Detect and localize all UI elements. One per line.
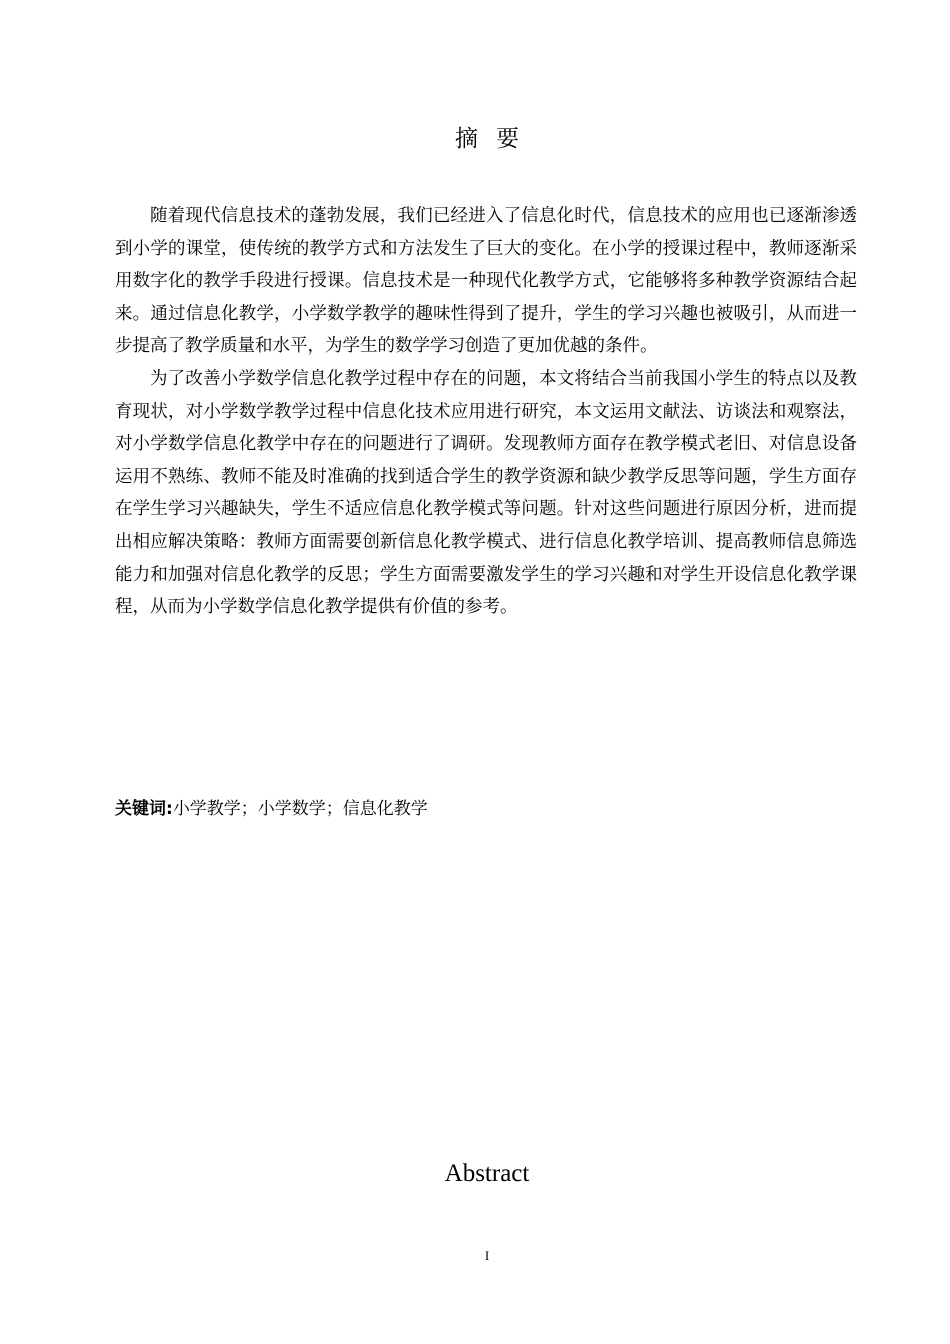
abstract-heading: Abstract: [444, 1160, 530, 1187]
page-title: [0, 122, 950, 156]
abstract-paragraph-2: 为了改善小学数学信息化教学过程中存在的问题，本文将结合当前我国小学生的特点以及教育现状，对小学数学教学过程中信息化技术应用进行研究，本文运用文献法、访谈法和观察法，对小学数学信息化教学中存在的问题进行了调研。发现教师方面存在教学模式老旧、对信息设备运用不熟练、教师不能及时准确的找到适合学生的教学资源和缺少教学反思等问题，学生方面存在学生学习兴趣缺失，学生不适应信息化教学模式等问题。针对这些问题进行原因分析，进而提出相应解决策略：教师方面需要创新信息化教学模式、进行信息化教学培训、提高教师信息筛选能力和加强对信息化教学的反思；学生方面需要激发学生的学习兴趣和对学生开设信息化教学课程，从而为小学数学信息化教学提供有价值的参考。: [115, 368, 857, 618]
keywords-label: 关键词:: [115, 799, 173, 819]
page-title-char-1: 摘: [455, 126, 478, 152]
abstract-paragraph-1: 随着现代信息技术的蓬勃发展，我们已经进入了信息化时代，信息技术的应用也已逐渐渗透到小学的课堂，使传统的教学方式和方法发生了巨大的变化。在小学的授课过程中，教师逐渐采用数字化的教学手段进行授课。信息技术是一种现代化教学方式，它能够将多种教学资源结合起来。通过信息化教学，小学数学教学的趣味性得到了提升，学生的学习兴趣也被吸引，从而进一步提高了教学质量和水平，为学生的数学学习创造了更加优越的条件。: [115, 206, 857, 357]
keywords-line: [115, 793, 857, 825]
keywords-value: 小学教学；小学数学；信息化教学: [172, 799, 428, 819]
page-number: I: [484, 1248, 490, 1263]
abstract-body: [115, 200, 857, 624]
page-title-char-2: 要: [496, 126, 519, 152]
